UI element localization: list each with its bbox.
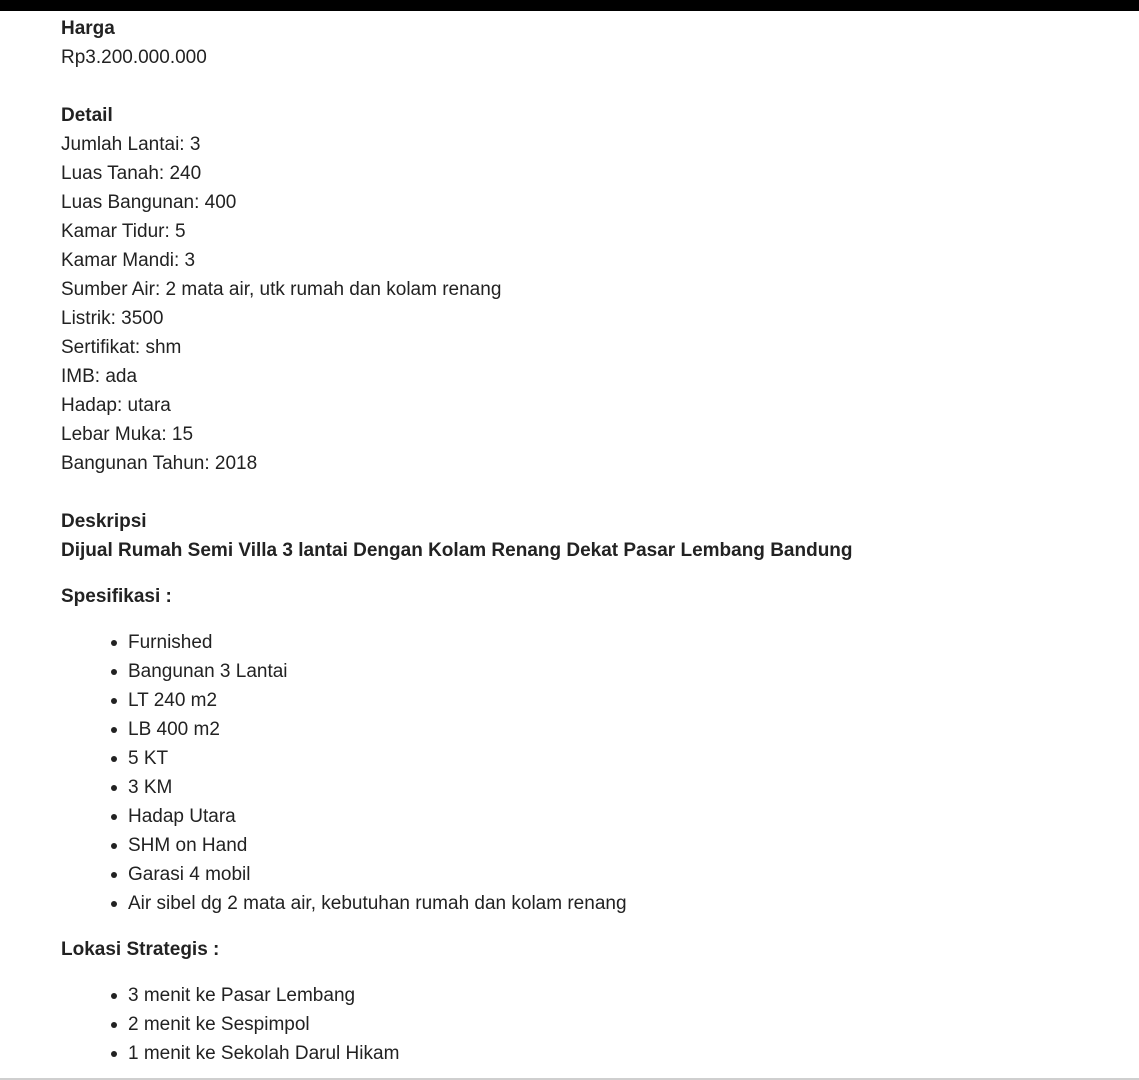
list-item: Air sibel dg 2 mata air, kebutuhan rumah dan kolam renang: [111, 889, 1121, 918]
list-item: LB 400 m2: [111, 715, 1121, 744]
detail-heading: Detail: [61, 105, 113, 126]
detail-item-front-width: Lebar Muka: 15: [61, 424, 194, 445]
bullet-icon: [111, 1022, 117, 1028]
price-heading: Harga: [61, 18, 115, 39]
listing-content: [61, 14, 1121, 1068]
detail-list: [61, 130, 1121, 478]
spacer: [61, 565, 1121, 582]
spacer: [61, 478, 1121, 507]
detail-item-floors: Jumlah Lantai: 3: [61, 134, 201, 155]
spacer: [61, 964, 1121, 981]
bullet-icon: [111, 901, 117, 907]
description-title: Dijual Rumah Semi Villa 3 lantai Dengan Kolam Renang Dekat Pasar Lembang Bandung: [61, 540, 853, 561]
detail-item-certificate: Sertifikat: shm: [61, 337, 182, 358]
list-item: 2 menit ke Sespimpol: [111, 1010, 1121, 1039]
list-item: SHM on Hand: [111, 831, 1121, 860]
detail-item-water-source: Sumber Air: 2 mata air, utk rumah dan kolam renang: [61, 279, 502, 300]
list-item: Garasi 4 mobil: [111, 860, 1121, 889]
top-bar: [0, 0, 1139, 11]
spec-list: [61, 628, 1121, 918]
location-heading: Lokasi Strategis :: [61, 939, 220, 960]
spec-heading: Spesifikasi :: [61, 586, 172, 607]
bullet-icon: [111, 993, 117, 999]
detail-item-bathrooms: Kamar Mandi: 3: [61, 250, 196, 271]
detail-item-land-area: Luas Tanah: 240: [61, 163, 202, 184]
detail-item-electricity: Listrik: 3500: [61, 308, 164, 329]
detail-item-year-built: Bangunan Tahun: 2018: [61, 453, 258, 474]
list-item: Bangunan 3 Lantai: [111, 657, 1121, 686]
bullet-icon: [111, 843, 117, 849]
bullet-icon: [111, 640, 117, 646]
list-item: 3 KM: [111, 773, 1121, 802]
bullet-icon: [111, 872, 117, 878]
detail-item-imb: IMB: ada: [61, 366, 138, 387]
bullet-icon: [111, 727, 117, 733]
detail-item-bedrooms: Kamar Tidur: 5: [61, 221, 186, 242]
bullet-icon: [111, 756, 117, 762]
bullet-icon: [111, 698, 117, 704]
bullet-icon: [111, 814, 117, 820]
list-item: 5 KT: [111, 744, 1121, 773]
bullet-icon: [111, 1051, 117, 1057]
spacer: [61, 72, 1121, 101]
bullet-icon: [111, 669, 117, 675]
detail-item-facing: Hadap: utara: [61, 395, 171, 416]
price-value: Rp3.200.000.000: [61, 47, 207, 68]
description-heading: Deskripsi: [61, 511, 147, 532]
detail-item-building-area: Luas Bangunan: 400: [61, 192, 237, 213]
list-item: LT 240 m2: [111, 686, 1121, 715]
bullet-icon: [111, 785, 117, 791]
spacer: [61, 918, 1121, 935]
location-list: [61, 981, 1121, 1068]
spacer: [61, 611, 1121, 628]
list-item: Hadap Utara: [111, 802, 1121, 831]
list-item: Furnished: [111, 628, 1121, 657]
list-item: 3 menit ke Pasar Lembang: [111, 981, 1121, 1010]
list-item: 1 menit ke Sekolah Darul Hikam: [111, 1039, 1121, 1068]
